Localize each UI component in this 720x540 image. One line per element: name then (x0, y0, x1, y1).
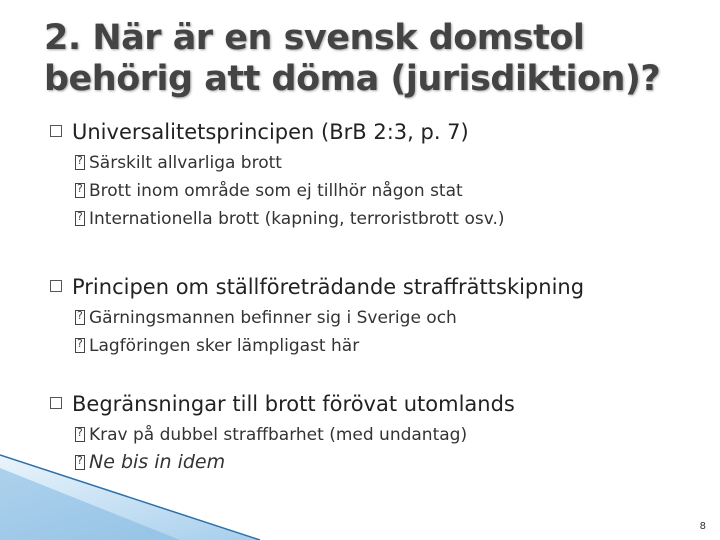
list-item: ?Internationella brott (kapning, terroristbrott osv.) (75, 209, 505, 229)
placeholder-bullet-icon (75, 211, 85, 226)
section-heading-limitations: Begränsningar till brott förövat utomlands (50, 392, 515, 416)
section-heading-representation: Principen om ställföreträdande straffrättskipning (50, 275, 584, 299)
square-bullet-icon (50, 280, 62, 292)
title-line-2: behörig att döma (jurisdiktion)? (44, 59, 661, 99)
list-item: ?Särskilt allvarliga brott (75, 153, 282, 173)
placeholder-bullet-icon (75, 427, 85, 442)
page-number: 8 (699, 521, 706, 532)
placeholder-bullet-icon (75, 455, 85, 470)
title-line-1: 2. När är en svensk domstol (44, 18, 585, 58)
placeholder-bullet-icon (75, 183, 85, 198)
square-bullet-icon (50, 397, 62, 409)
placeholder-bullet-icon (75, 155, 85, 170)
square-bullet-icon (50, 125, 62, 137)
placeholder-bullet-icon (75, 310, 85, 325)
list-item: ?Krav på dubbel straffbarhet (med undantag) (75, 425, 467, 445)
list-item: ?Ne bis in idem (75, 451, 225, 473)
section-heading-universality: Universalitetsprincipen (BrB 2:3, p. 7) (50, 120, 469, 144)
list-item: ?Gärningsmannen befinner sig i Sverige och (75, 308, 457, 328)
placeholder-bullet-icon (75, 338, 85, 353)
list-item: ?Brott inom område som ej tillhör någon stat (75, 181, 463, 201)
list-item: ?Lagföringen sker lämpligast här (75, 336, 359, 356)
